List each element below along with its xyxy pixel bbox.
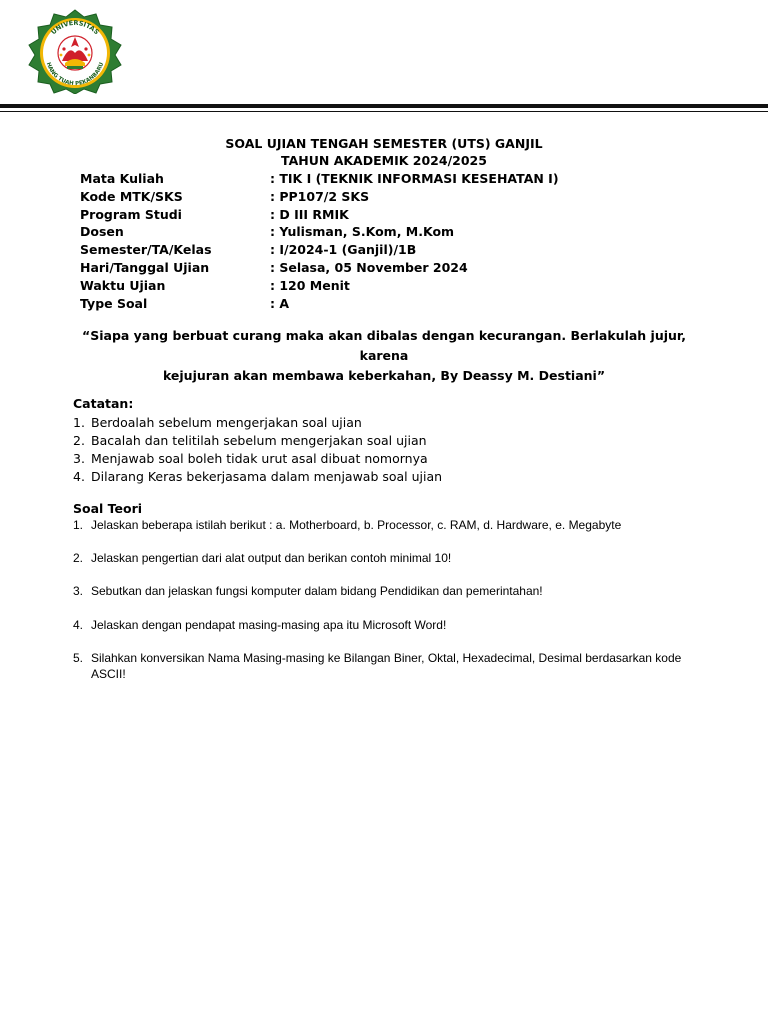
item-number: 1. — [73, 415, 85, 430]
info-label: Type Soal — [80, 295, 148, 311]
info-label: Waktu Ujian — [80, 277, 166, 293]
item-text: Berdoalah sebelum mengerjakan soal ujian — [91, 415, 362, 430]
info-label: Semester/TA/Kelas — [80, 242, 212, 258]
university-seal-icon — [24, 9, 127, 94]
question-number: 4. — [73, 618, 84, 632]
info-value: : 120 Menit — [270, 277, 350, 293]
logo-text-bottom: HANG TUAH PEKANBARU — [44, 61, 106, 88]
question-text: Jelaskan pengertian dari alat output dan berikan contoh minimal 10! — [91, 551, 452, 565]
info-value: : Selasa, 05 November 2024 — [270, 259, 468, 275]
quote-line-2: kejujuran akan membawa keberkahan, By Deassy M. Destiani” — [162, 368, 606, 383]
item-text: Menjawab soal boleh tidak urut asal dibuat nomornya — [91, 451, 428, 466]
logo-text-top: UNIVERSITAS — [49, 18, 101, 37]
question-number: 3. — [73, 584, 84, 598]
question-text: Silahkan konversikan Nama Masing-masing ke Bilangan Biner, Oktal, Hexadecimal, Desimal berdasarkan kode ASCII! — [91, 651, 682, 681]
item-number: 2. — [73, 433, 85, 448]
question-item — [73, 618, 713, 634]
question-item — [73, 584, 713, 600]
question-item — [73, 518, 713, 534]
info-value: : A — [270, 295, 290, 311]
quote-line-1: “Siapa yang berbuat curang maka akan dibalas dengan kecurangan. Berlakulah jujur, karena — [82, 328, 686, 363]
info-value: : Yulisman, S.Kom, M.Kom — [270, 224, 455, 240]
info-label: Program Studi — [80, 206, 182, 222]
motivational-quote — [60, 326, 708, 386]
info-label: Kode MTK/SKS — [80, 188, 183, 204]
question-item — [73, 551, 713, 567]
info-value: : D III RMIK — [270, 206, 349, 222]
item-text: Dilarang Keras bekerjasama dalam menjawab soal ujian — [91, 469, 443, 484]
info-value: : TIK I (TEKNIK INFORMASI KESEHATAN I) — [270, 171, 559, 186]
info-label: Hari/Tanggal Ujian — [80, 259, 210, 275]
question-text: Sebutkan dan jelaskan fungsi komputer dalam bidang Pendidikan dan pemerintahan! — [91, 584, 543, 598]
question-text: Jelaskan beberapa istilah berikut : a. Motherboard, b. Processor, c. RAM, d. Hardware, e. Megabyte — [91, 518, 622, 532]
question-number: 2. — [73, 551, 84, 565]
item-number: 4. — [73, 469, 85, 484]
header-divider-thin — [0, 111, 768, 112]
question-number: 5. — [73, 651, 84, 665]
university-logo — [24, 9, 127, 94]
exam-title: SOAL UJIAN TENGAH SEMESTER (UTS) GANJIL — [225, 136, 543, 151]
catatan-heading: Catatan: — [73, 396, 134, 411]
info-value: : PP107/2 SKS — [270, 188, 370, 204]
item-text: Bacalah dan telitilah sebelum mengerjakan soal ujian — [91, 433, 427, 448]
academic-year: TAHUN AKADEMIK 2024/2025 — [281, 153, 487, 168]
item-number: 3. — [73, 451, 85, 466]
header-divider-thick — [0, 104, 768, 108]
info-label: Mata Kuliah — [80, 171, 164, 186]
soal-teori-heading: Soal Teori — [73, 501, 143, 516]
question-item — [73, 651, 713, 682]
info-value: : I/2024-1 (Ganjil)/1B — [270, 242, 417, 258]
question-text: Jelaskan dengan pendapat masing-masing apa itu Microsoft Word! — [91, 618, 447, 632]
info-label: Dosen — [80, 224, 124, 240]
question-number: 1. — [73, 518, 84, 532]
